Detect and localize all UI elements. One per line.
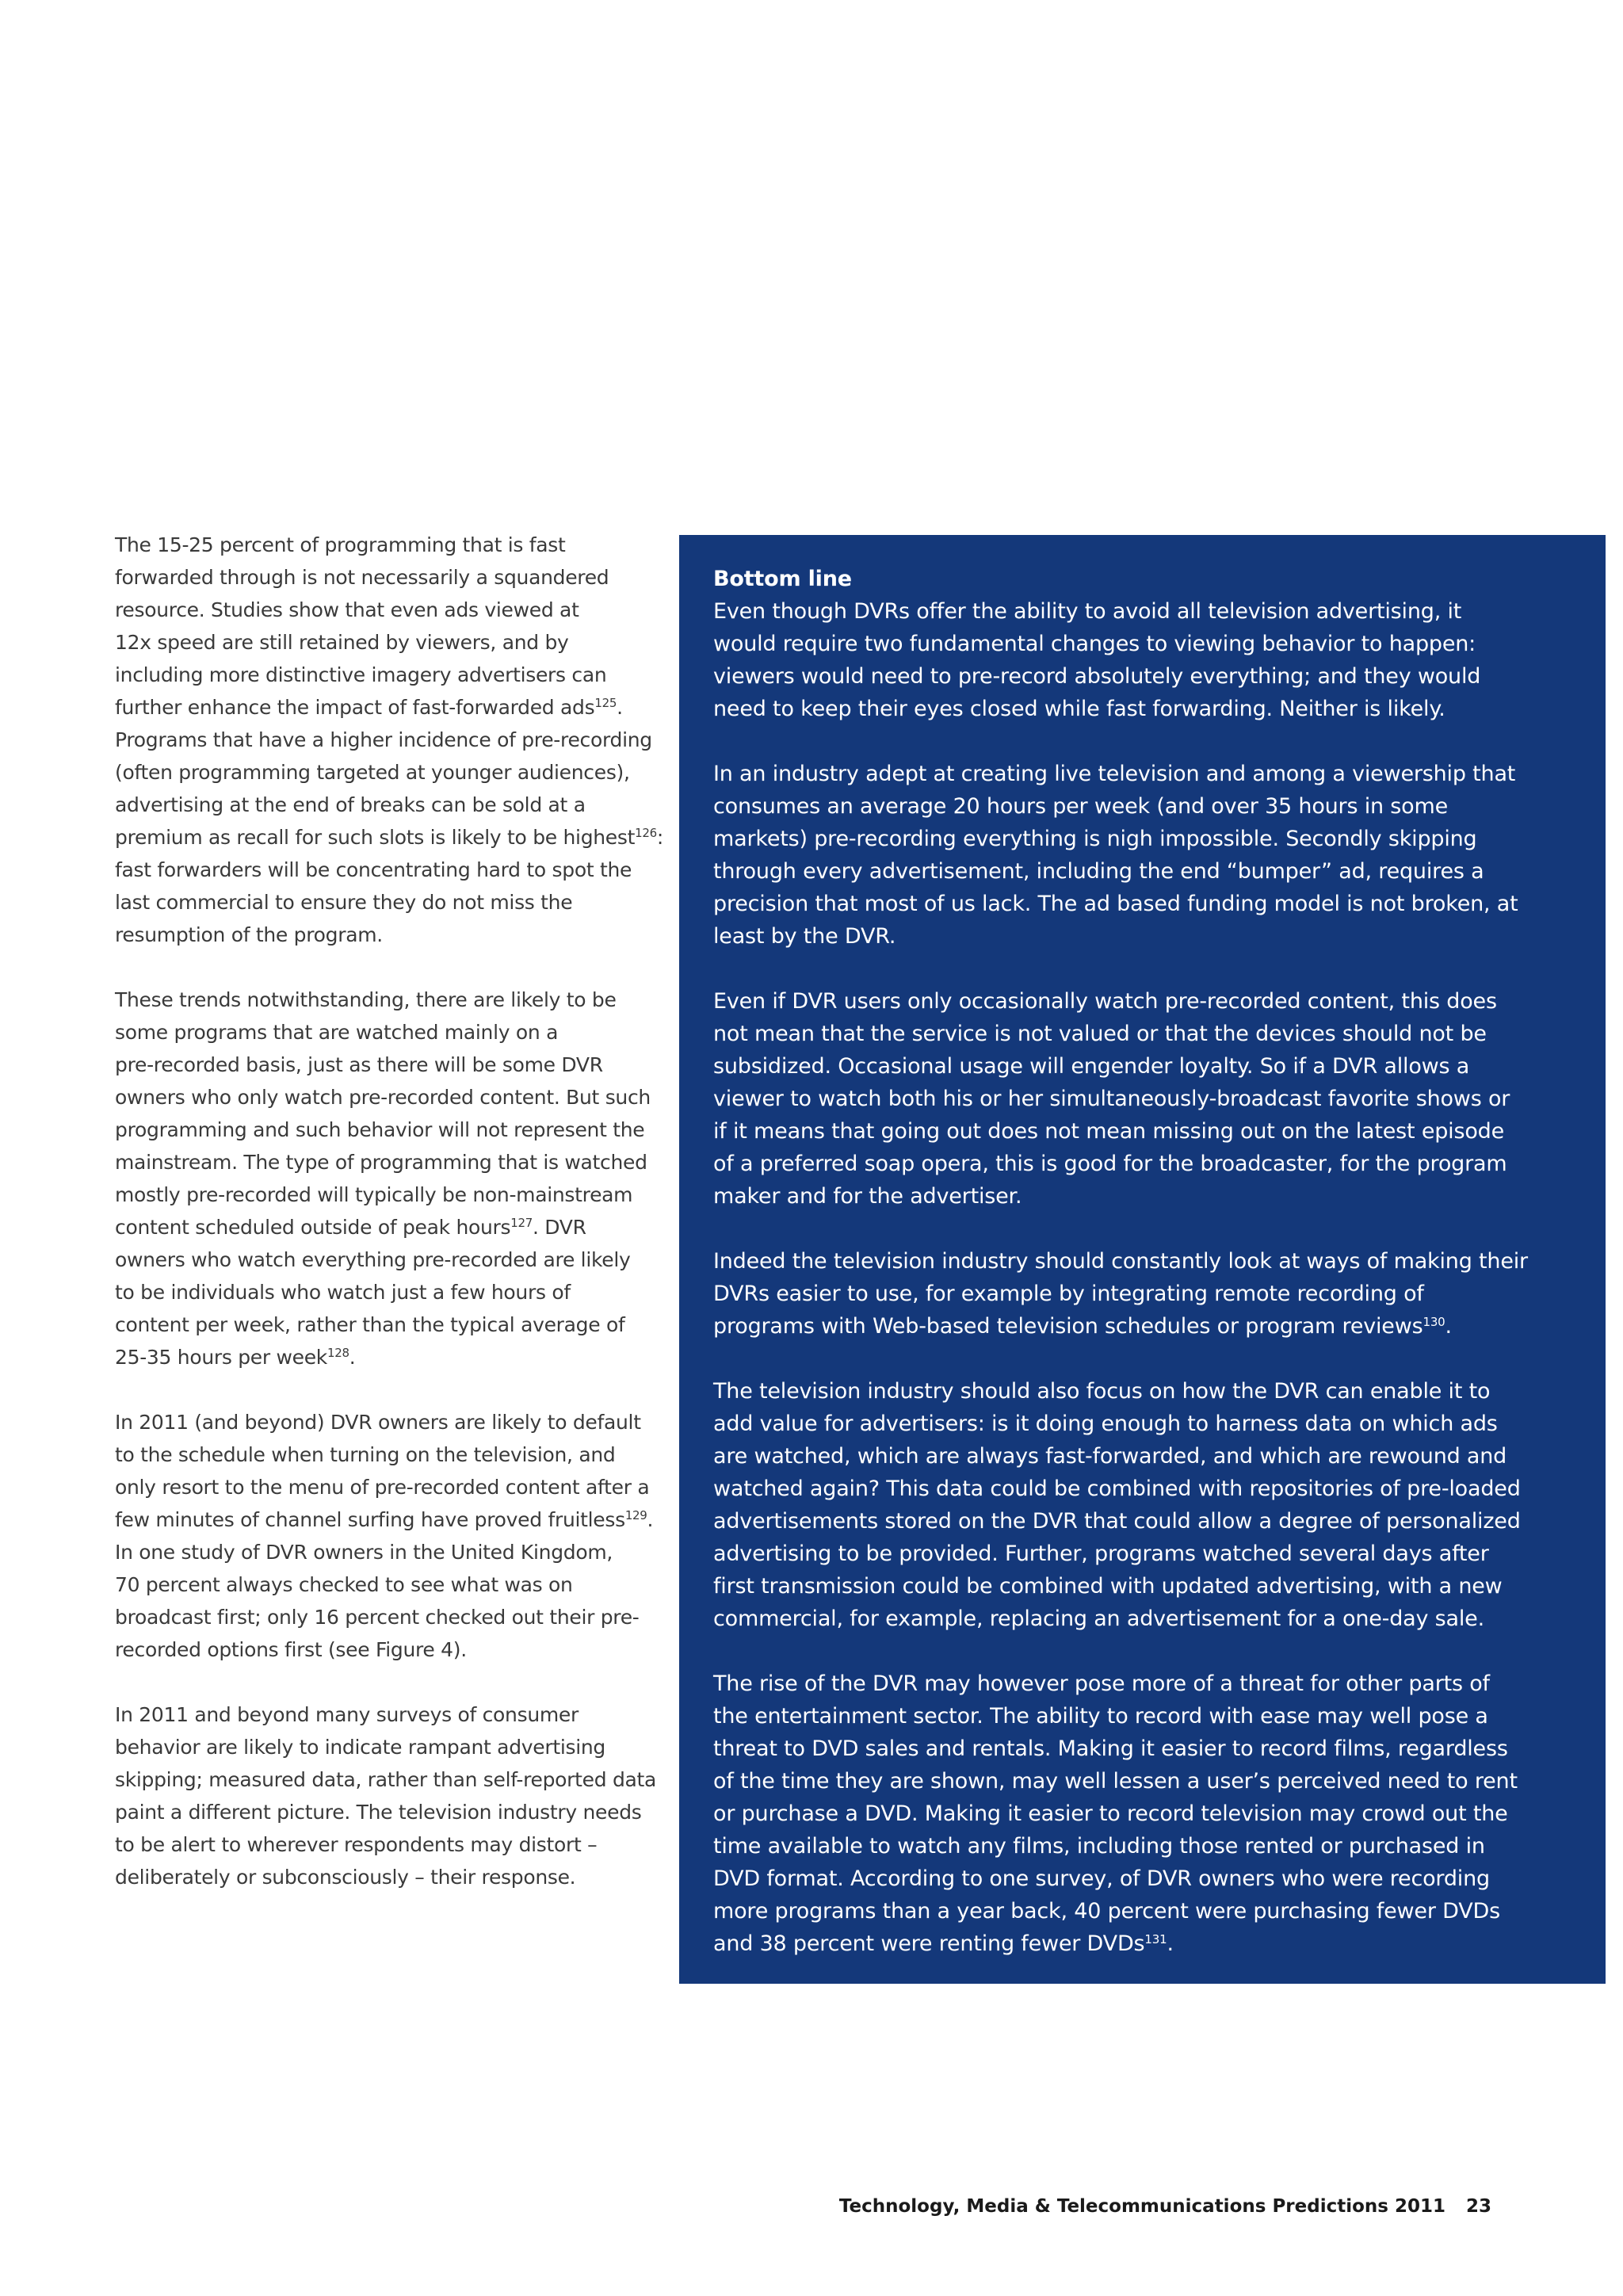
bottom-line-heading: Bottom line — [713, 567, 852, 591]
text-line: Indeed the television industry should constantly look at ways of making their — [713, 1249, 1528, 1274]
text-line: The 15-25 percent of programming that is fast — [115, 533, 566, 556]
footnote-reference: 126 — [635, 826, 657, 840]
text-line: resumption of the program. — [115, 923, 383, 946]
text-line: In one study of DVR owners in the United Kingdom, — [115, 1541, 613, 1564]
text-line: In 2011 and beyond many surveys of consumer — [115, 1703, 579, 1726]
text-line: through every advertisement, including the end “bumper” ad, requires a — [713, 859, 1484, 884]
text-line: Programs that have a higher incidence of pre-recording — [115, 728, 652, 751]
text-line: In an industry adept at creating live television and among a viewership that — [713, 762, 1516, 786]
text-line: would require two fundamental changes to viewing behavior to happen: — [713, 632, 1476, 656]
text-line: precision that most of us lack. The ad based funding model is not broken, at — [713, 892, 1518, 916]
text-line: threat to DVD sales and rentals. Making it easier to record films, regardless — [713, 1736, 1508, 1761]
text-line: pre-recorded basis, just as there will be some DVR — [115, 1053, 603, 1076]
publication-title: Technology, Media & Telecommunications Predictions 2011 — [838, 2196, 1445, 2217]
footnote-reference: 125 — [594, 696, 617, 710]
footnote-reference: 127 — [510, 1216, 533, 1230]
text-line: DVRs easier to use, for example by integrating remote recording of — [713, 1282, 1424, 1306]
page-number: 23 — [1465, 2196, 1491, 2217]
line-text: 25-35 hours per week — [115, 1346, 327, 1369]
line-punctuation: . — [617, 696, 623, 719]
line-text: few minutes of channel surfing have proved fruitless — [115, 1508, 625, 1531]
text-line: time available to watch any films, including those rented or purchased in — [713, 1834, 1485, 1859]
line-punctuation: . DVR — [533, 1216, 586, 1239]
footnote-reference: 128 — [327, 1346, 349, 1360]
page-footer — [839, 2196, 1491, 2217]
text-line: are watched, which are always fast-forwarded, and which are rewound and — [713, 1444, 1507, 1469]
text-line: to the schedule when turning on the television, and — [115, 1443, 616, 1466]
text-line: or purchase a DVD. Making it easier to record television may crowd out the — [713, 1801, 1508, 1826]
line-punctuation: . — [647, 1508, 654, 1531]
text-line — [115, 1211, 654, 1244]
line-text: content scheduled outside of peak hours — [115, 1216, 511, 1239]
paragraph — [713, 1245, 1585, 1343]
text-line: deliberately or subconsciously – their response. — [115, 1866, 576, 1889]
bottom-line-callout-box — [679, 535, 1606, 1984]
text-line: content per week, rather than the typical average of — [115, 1313, 625, 1336]
text-line: advertising to be provided. Further, programs watched several days after — [713, 1541, 1489, 1566]
text-line: The television industry should also focus on how the DVR can enable it to — [713, 1379, 1491, 1404]
text-line: if it means that going out does not mean missing out on the latest episode — [713, 1119, 1505, 1144]
text-line: 70 percent always checked to see what was on — [115, 1573, 573, 1596]
text-line: broadcast first; only 16 percent checked out their pre- — [115, 1606, 640, 1629]
text-line: of a preferred soap opera, this is good for the broadcaster, for the program — [713, 1152, 1507, 1176]
text-line: consumes an average 20 hours per week (and over 35 hours in some — [713, 794, 1448, 819]
text-line: the entertainment sector. The ability to record with ease may well pose a — [713, 1704, 1488, 1729]
text-line: to be alert to wherever respondents may distort – — [115, 1833, 598, 1856]
line-punctuation: . — [349, 1346, 356, 1369]
line-text: further enhance the impact of fast-forwarded ads — [115, 696, 595, 719]
text-line: (often programming targeted at younger audiences), — [115, 761, 630, 784]
text-line: including more distinctive imagery advertisers can — [115, 663, 607, 686]
footnote-reference: 130 — [1423, 1315, 1445, 1329]
text-line: Even though DVRs offer the ability to avoid all television advertising, it — [713, 599, 1462, 624]
text-line — [115, 1503, 654, 1536]
line-punctuation: . — [1445, 1314, 1452, 1339]
text-line: maker and for the advertiser. — [713, 1184, 1022, 1209]
text-line — [713, 1310, 1585, 1343]
text-line: markets) pre-recording everything is nigh impossible. Secondly skipping — [713, 827, 1477, 851]
text-line: viewers would need to pre-record absolutely everything; and they would — [713, 664, 1481, 689]
paragraph — [115, 529, 663, 951]
line-text: and 38 percent were renting fewer DVDs — [713, 1931, 1145, 1956]
line-text: programs with Web-based television schedules or program reviews — [713, 1314, 1423, 1339]
text-line — [713, 1927, 1585, 1960]
text-line: The rise of the DVR may however pose more of a threat for other parts of — [713, 1671, 1490, 1696]
paragraph — [115, 984, 654, 1373]
text-line: owners who watch everything pre-recorded are likely — [115, 1248, 631, 1271]
paragraph — [713, 758, 1585, 953]
paragraph — [713, 985, 1585, 1213]
text-line — [115, 1341, 654, 1373]
text-line: advertisements stored on the DVR that could allow a degree of personalized — [713, 1509, 1521, 1534]
line-text: premium as recall for such slots is likely to be highest — [115, 826, 636, 849]
text-line: fast forwarders will be concentrating hard to spot the — [115, 858, 632, 881]
text-line: owners who only watch pre-recorded content. But such — [115, 1086, 651, 1109]
text-line: some programs that are watched mainly on a — [115, 1021, 559, 1044]
text-line: forwarded through is not necessarily a squandered — [115, 566, 609, 589]
text-line: recorded options first (see Figure 4). — [115, 1638, 467, 1661]
line-punctuation: . — [1167, 1931, 1174, 1956]
text-line: watched again? This data could be combined with repositories of pre-loaded — [713, 1477, 1521, 1501]
paragraph — [713, 595, 1585, 725]
text-line: last commercial to ensure they do not miss the — [115, 891, 573, 914]
paragraph — [713, 1668, 1585, 1960]
text-line: programming and such behavior will not represent the — [115, 1118, 645, 1141]
text-line — [115, 821, 663, 854]
text-line — [115, 691, 654, 724]
text-line: Even if DVR users only occasionally watch pre-recorded content, this does — [713, 989, 1497, 1014]
text-line: need to keep their eyes closed while fast forwarding. Neither is likely. — [713, 697, 1445, 721]
paragraph — [115, 1406, 654, 1666]
text-line: In 2011 (and beyond) DVR owners are likely to default — [115, 1411, 641, 1434]
text-line: DVD format. According to one survey, of DVR owners who were recording — [713, 1866, 1490, 1891]
paragraph — [115, 1698, 657, 1893]
text-line: commercial, for example, replacing an advertisement for a one-day sale. — [713, 1606, 1484, 1631]
text-line: These trends notwithstanding, there are likely to be — [115, 988, 617, 1011]
paragraph — [713, 1375, 1585, 1635]
text-line: skipping; measured data, rather than self-reported data — [115, 1768, 657, 1791]
bottom-line-paragraphs — [713, 595, 1585, 1960]
text-line: behavior are likely to indicate rampant advertising — [115, 1736, 605, 1759]
text-line: advertising at the end of breaks can be sold at a — [115, 793, 586, 816]
bottom-line-content — [713, 563, 1585, 1992]
text-line: of the time they are shown, may well lessen a user’s perceived need to rent — [713, 1769, 1518, 1794]
text-line: only resort to the menu of pre-recorded content after a — [115, 1476, 650, 1499]
text-line: first transmission could be combined with updated advertising, with a new — [713, 1574, 1503, 1599]
text-line: mostly pre-recorded will typically be non-mainstream — [115, 1183, 633, 1206]
text-line: 12x speed are still retained by viewers, and by — [115, 631, 569, 654]
text-line: not mean that the service is not valued or that the devices should not be — [713, 1022, 1487, 1046]
left-column-body-text — [115, 529, 663, 1926]
text-line: least by the DVR. — [713, 924, 896, 949]
line-punctuation: : — [656, 826, 663, 849]
text-line: to be individuals who watch just a few hours of — [115, 1281, 571, 1304]
text-line: add value for advertisers: is it doing enough to harness data on which ads — [713, 1412, 1498, 1436]
text-line: viewer to watch both his or her simultaneously-broadcast favorite shows or — [713, 1087, 1510, 1111]
text-line: mainstream. The type of programming that is watched — [115, 1151, 647, 1174]
footnote-reference: 131 — [1144, 1932, 1167, 1946]
text-line: subsidized. Occasional usage will engender loyalty. So if a DVR allows a — [713, 1054, 1470, 1079]
text-line: paint a different picture. The television industry needs — [115, 1801, 642, 1824]
text-line: more programs than a year back, 40 percent were purchasing fewer DVDs — [713, 1899, 1500, 1924]
text-line: resource. Studies show that even ads viewed at — [115, 598, 579, 621]
footnote-reference: 129 — [624, 1508, 647, 1522]
